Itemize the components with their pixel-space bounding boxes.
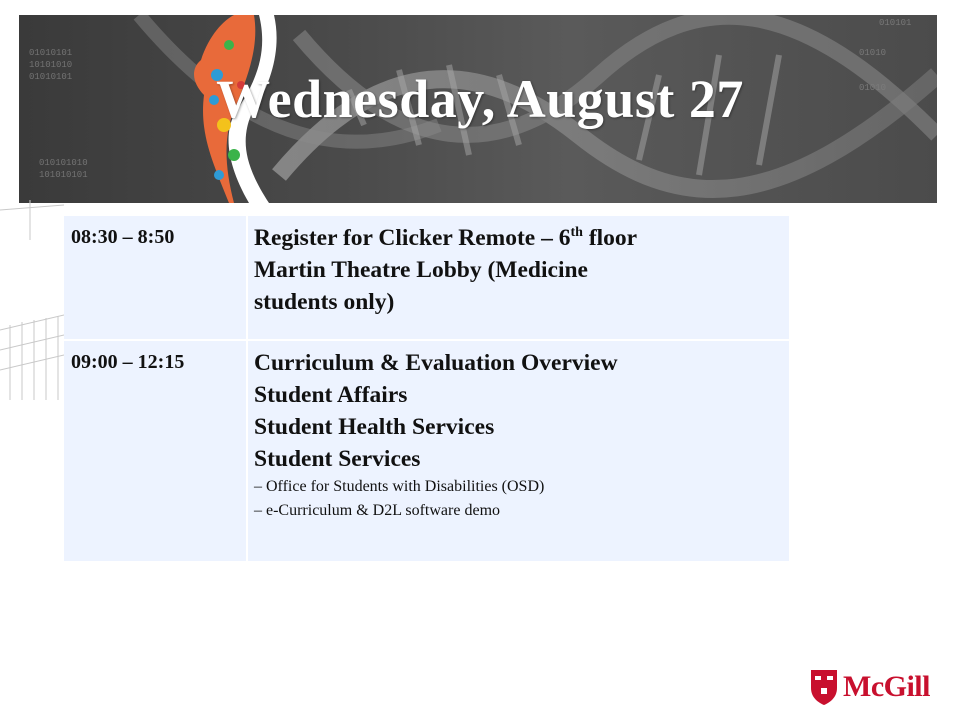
event-line (254, 222, 783, 254)
svg-text:01010101: 01010101 (29, 48, 73, 58)
page-title: Wednesday, August 27 (216, 69, 744, 129)
event-line: Student Health Services (254, 414, 495, 440)
event-line: Martin Theatre Lobby (Medicine (254, 257, 588, 283)
event-text: floor (582, 225, 638, 251)
svg-text:01010: 01010 (859, 83, 887, 93)
svg-text:010101: 010101 (879, 18, 912, 28)
svg-text:01010101: 01010101 (29, 72, 73, 82)
event-cell (247, 216, 789, 340)
svg-text:01010: 01010 (859, 48, 887, 58)
logo-wordmark: McGill (843, 670, 930, 703)
svg-text:010101010: 010101010 (39, 158, 88, 168)
event-line: Student Affairs (254, 382, 408, 408)
event-text: Register for Clicker Remote – 6 (254, 225, 571, 251)
event-cell (247, 340, 789, 561)
event-subitem: – e-Curriculum & D2L software demo (254, 502, 501, 519)
building-sketch-graphic (0, 200, 64, 400)
schedule-row (64, 216, 789, 340)
event-line: Student Services (254, 446, 421, 472)
svg-text:10101010: 10101010 (29, 60, 73, 70)
shield-icon (809, 668, 839, 706)
schedule-row (64, 340, 789, 561)
event-line: Curriculum & Evaluation Overview (254, 350, 618, 376)
event-line: students only) (254, 289, 395, 315)
event-subitem: – Office for Students with Disabilities (OSD) (254, 478, 545, 495)
ordinal-suffix: th (570, 225, 583, 241)
time-cell: 08:30 – 8:50 (64, 216, 247, 340)
schedule-table (64, 216, 789, 561)
time-cell: 09:00 – 12:15 (64, 340, 247, 561)
svg-text:101010101: 101010101 (39, 170, 88, 180)
